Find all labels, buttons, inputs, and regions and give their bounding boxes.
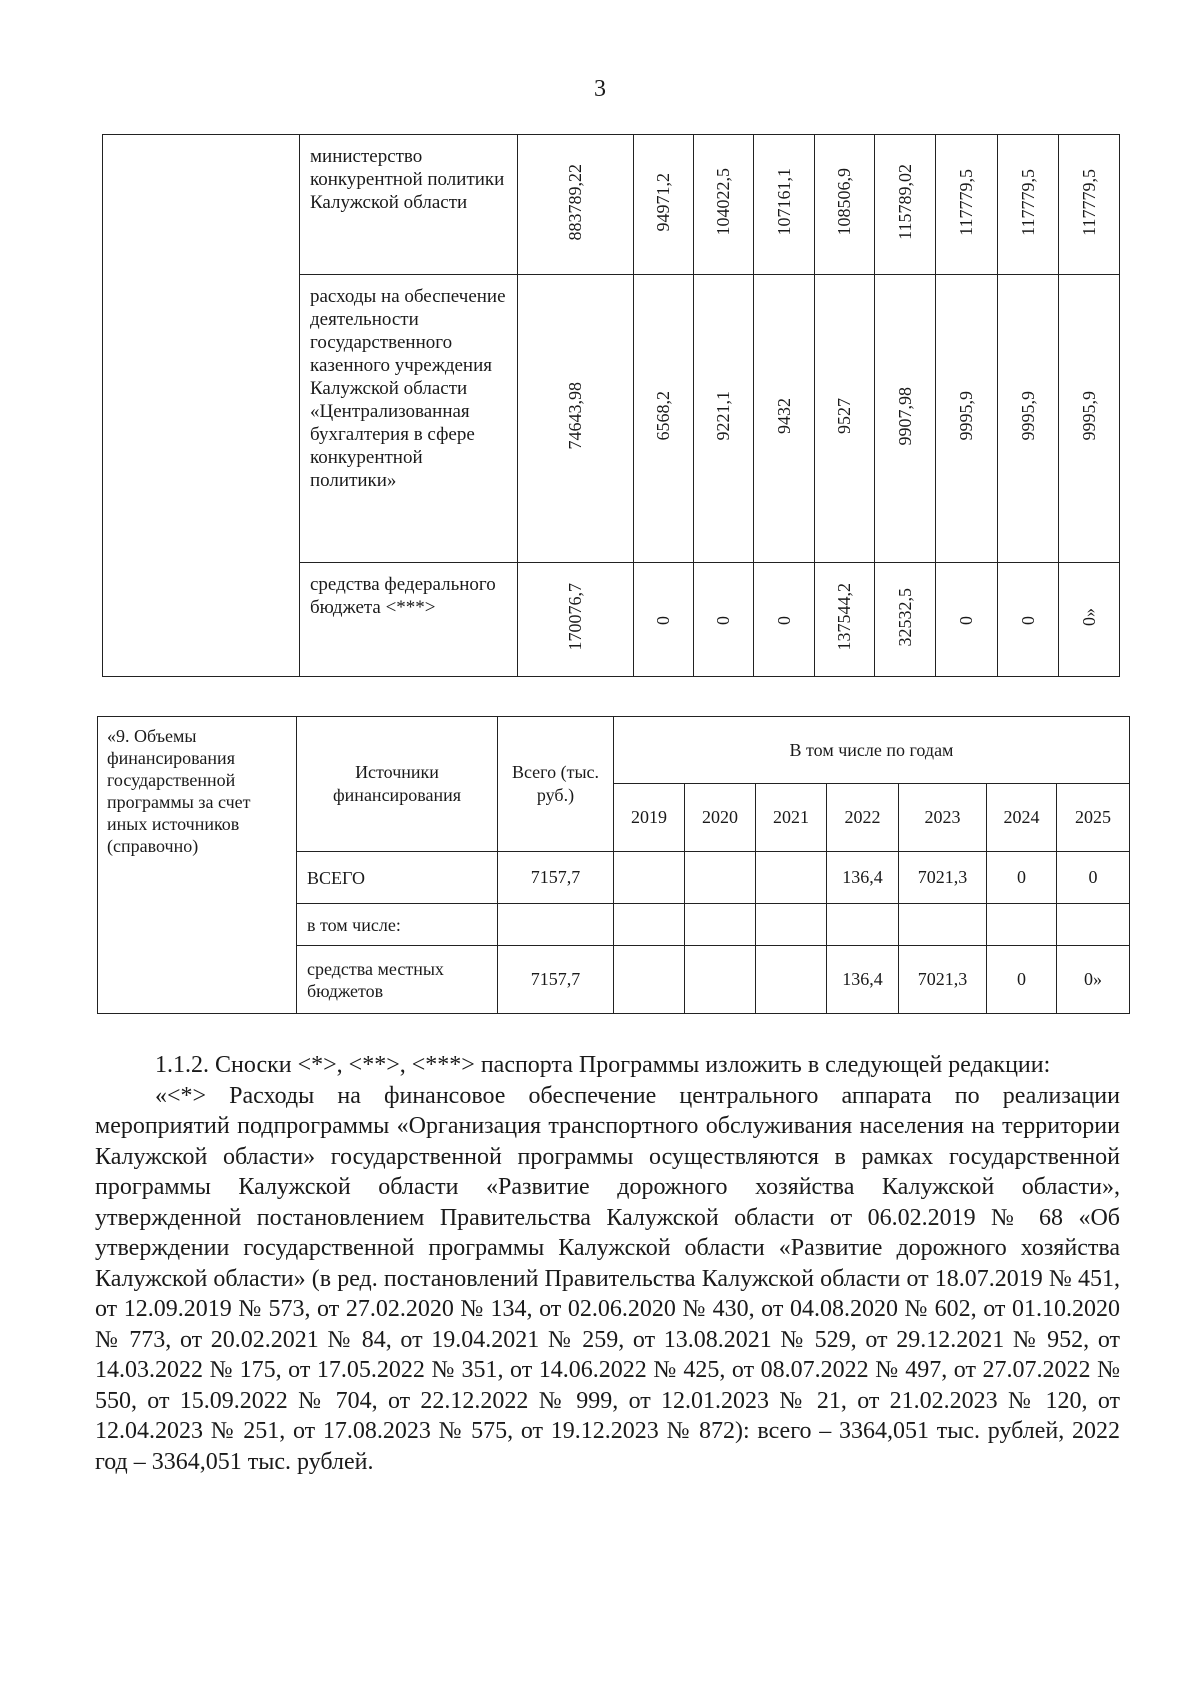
value-cell: 9527 — [815, 275, 875, 563]
source-cell: средства местных бюджетов — [297, 946, 498, 1014]
value-cell: 136,4 — [827, 852, 899, 904]
source-cell: средства федерального бюджета <***> — [300, 563, 518, 677]
body-text — [95, 1050, 1120, 1477]
year-header: 2025 — [1057, 784, 1130, 852]
value-cell: 108506,9 — [815, 135, 875, 275]
value-cell: 115789,02 — [875, 135, 936, 275]
value-cell: 0 — [754, 563, 815, 677]
year-header: 2021 — [756, 784, 827, 852]
page-number: 3 — [594, 76, 606, 102]
table-row — [103, 135, 1120, 275]
total-cell: 7157,7 — [498, 946, 614, 1014]
value-cell — [685, 904, 756, 946]
value-cell: 0 — [998, 563, 1059, 677]
value-cell: 9907,98 — [875, 275, 936, 563]
value-cell: 0 — [694, 563, 754, 677]
value-cell — [614, 904, 685, 946]
year-header: 2022 — [827, 784, 899, 852]
value-cell: 107161,1 — [754, 135, 815, 275]
table-header-row — [98, 717, 1130, 784]
value-cell: 9432 — [754, 275, 815, 563]
value-cell: 137544,2 — [815, 563, 875, 677]
value-cell: 0» — [1057, 946, 1130, 1014]
section-label: «9. Объемы финансирования государственной программы за счет иных источников (справочно) — [98, 717, 297, 1014]
value-cell: 6568,2 — [634, 275, 694, 563]
source-cell: министерство конкурентной политики Калужской области — [300, 135, 518, 275]
paragraph: «<*> Расходы на финансовое обеспечение центрального аппарата по реализации мероприятий подпрограммы «Организация транспортного обслуживания населения на территории Калужской области» государственной программы осуществляются в рамках государственной программы Калужской области «Развитие дорожного хозяйства Калужской области», утвержденной постановлением Правительства Калужской области от 06.02.2019 № 68 «Об утверждении государственной программы Калужской области «Развитие дорожного хозяйства Калужской области» (в ред. постановлений Правительства Калужской области от 18.07.2019 № 451, от 12.09.2019 № 573, от 27.02.2020 № 134, от 02.06.2020 № 430, от 04.08.2020 № 602, от 01.10.2020 № 773, от 20.02.2021 № 84, от 19.04.2021 № 259, от 13.08.2021 № 529, от 29.12.2021 № 952, от 14.03.2022 № 175, от 17.05.2022 № 351, от 14.06.2022 № 425, от 08.07.2022 № 497, от 27.07.2022 № 550, от 15.09.2022 № 704, от 22.12.2022 № 999, от 12.01.2023 № 21, от 21.02.2023 № 120, от 12.04.2023 № 251, от 17.08.2023 № 575, от 19.12.2023 № 872): всего – 3364,051 тыс. рублей, 2022 год – 3364,051 тыс. рублей. — [95, 1082, 1120, 1475]
value-cell — [685, 852, 756, 904]
value-cell: 7021,3 — [899, 852, 987, 904]
value-cell: 0 — [987, 852, 1057, 904]
value-cell: 74643,98 — [518, 275, 634, 563]
value-cell: 9995,9 — [936, 275, 998, 563]
header-total: Всего (тыс. руб.) — [498, 717, 614, 852]
value-cell: 0» — [1059, 563, 1120, 677]
year-header: 2023 — [899, 784, 987, 852]
year-header: 2024 — [987, 784, 1057, 852]
value-cell: 883789,22 — [518, 135, 634, 275]
value-cell — [987, 904, 1057, 946]
value-cell — [1057, 904, 1130, 946]
value-cell — [685, 946, 756, 1014]
source-cell: в том числе: — [297, 904, 498, 946]
value-cell: 170076,7 — [518, 563, 634, 677]
value-cell: 117779,5 — [936, 135, 998, 275]
value-cell: 0 — [936, 563, 998, 677]
header-years-group: В том числе по годам — [614, 717, 1130, 784]
total-cell — [498, 904, 614, 946]
value-cell — [756, 852, 827, 904]
source-cell: расходы на обеспечение деятельности государственного казенного учреждения Калужской области «Централизованная бухгалтерия в сфере конкурентной политики» — [300, 275, 518, 563]
value-cell: 9995,9 — [998, 275, 1059, 563]
empty-program-cell — [103, 135, 300, 677]
value-cell — [614, 946, 685, 1014]
value-cell: 9221,1 — [694, 275, 754, 563]
value-cell: 104022,5 — [694, 135, 754, 275]
value-cell: 0 — [1057, 852, 1130, 904]
value-cell — [899, 904, 987, 946]
total-cell: 7157,7 — [498, 852, 614, 904]
year-header: 2019 — [614, 784, 685, 852]
header-sources: Источники финансирования — [297, 717, 498, 852]
other-sources-table — [97, 716, 1130, 1014]
value-cell — [756, 946, 827, 1014]
value-cell: 136,4 — [827, 946, 899, 1014]
value-cell: 0 — [987, 946, 1057, 1014]
paragraph: 1.1.2. Сноски <*>, <**>, <***> паспорта Программы изложить в следующей редакции: — [155, 1052, 1051, 1078]
value-cell: 0 — [634, 563, 694, 677]
funding-table-continued — [102, 134, 1120, 677]
value-cell: 117779,5 — [1059, 135, 1120, 275]
value-cell: 7021,3 — [899, 946, 987, 1014]
value-cell: 32532,5 — [875, 563, 936, 677]
value-cell — [756, 904, 827, 946]
value-cell: 117779,5 — [998, 135, 1059, 275]
value-cell — [614, 852, 685, 904]
source-cell: ВСЕГО — [297, 852, 498, 904]
value-cell: 9995,9 — [1059, 275, 1120, 563]
value-cell — [827, 904, 899, 946]
value-cell: 94971,2 — [634, 135, 694, 275]
year-header: 2020 — [685, 784, 756, 852]
